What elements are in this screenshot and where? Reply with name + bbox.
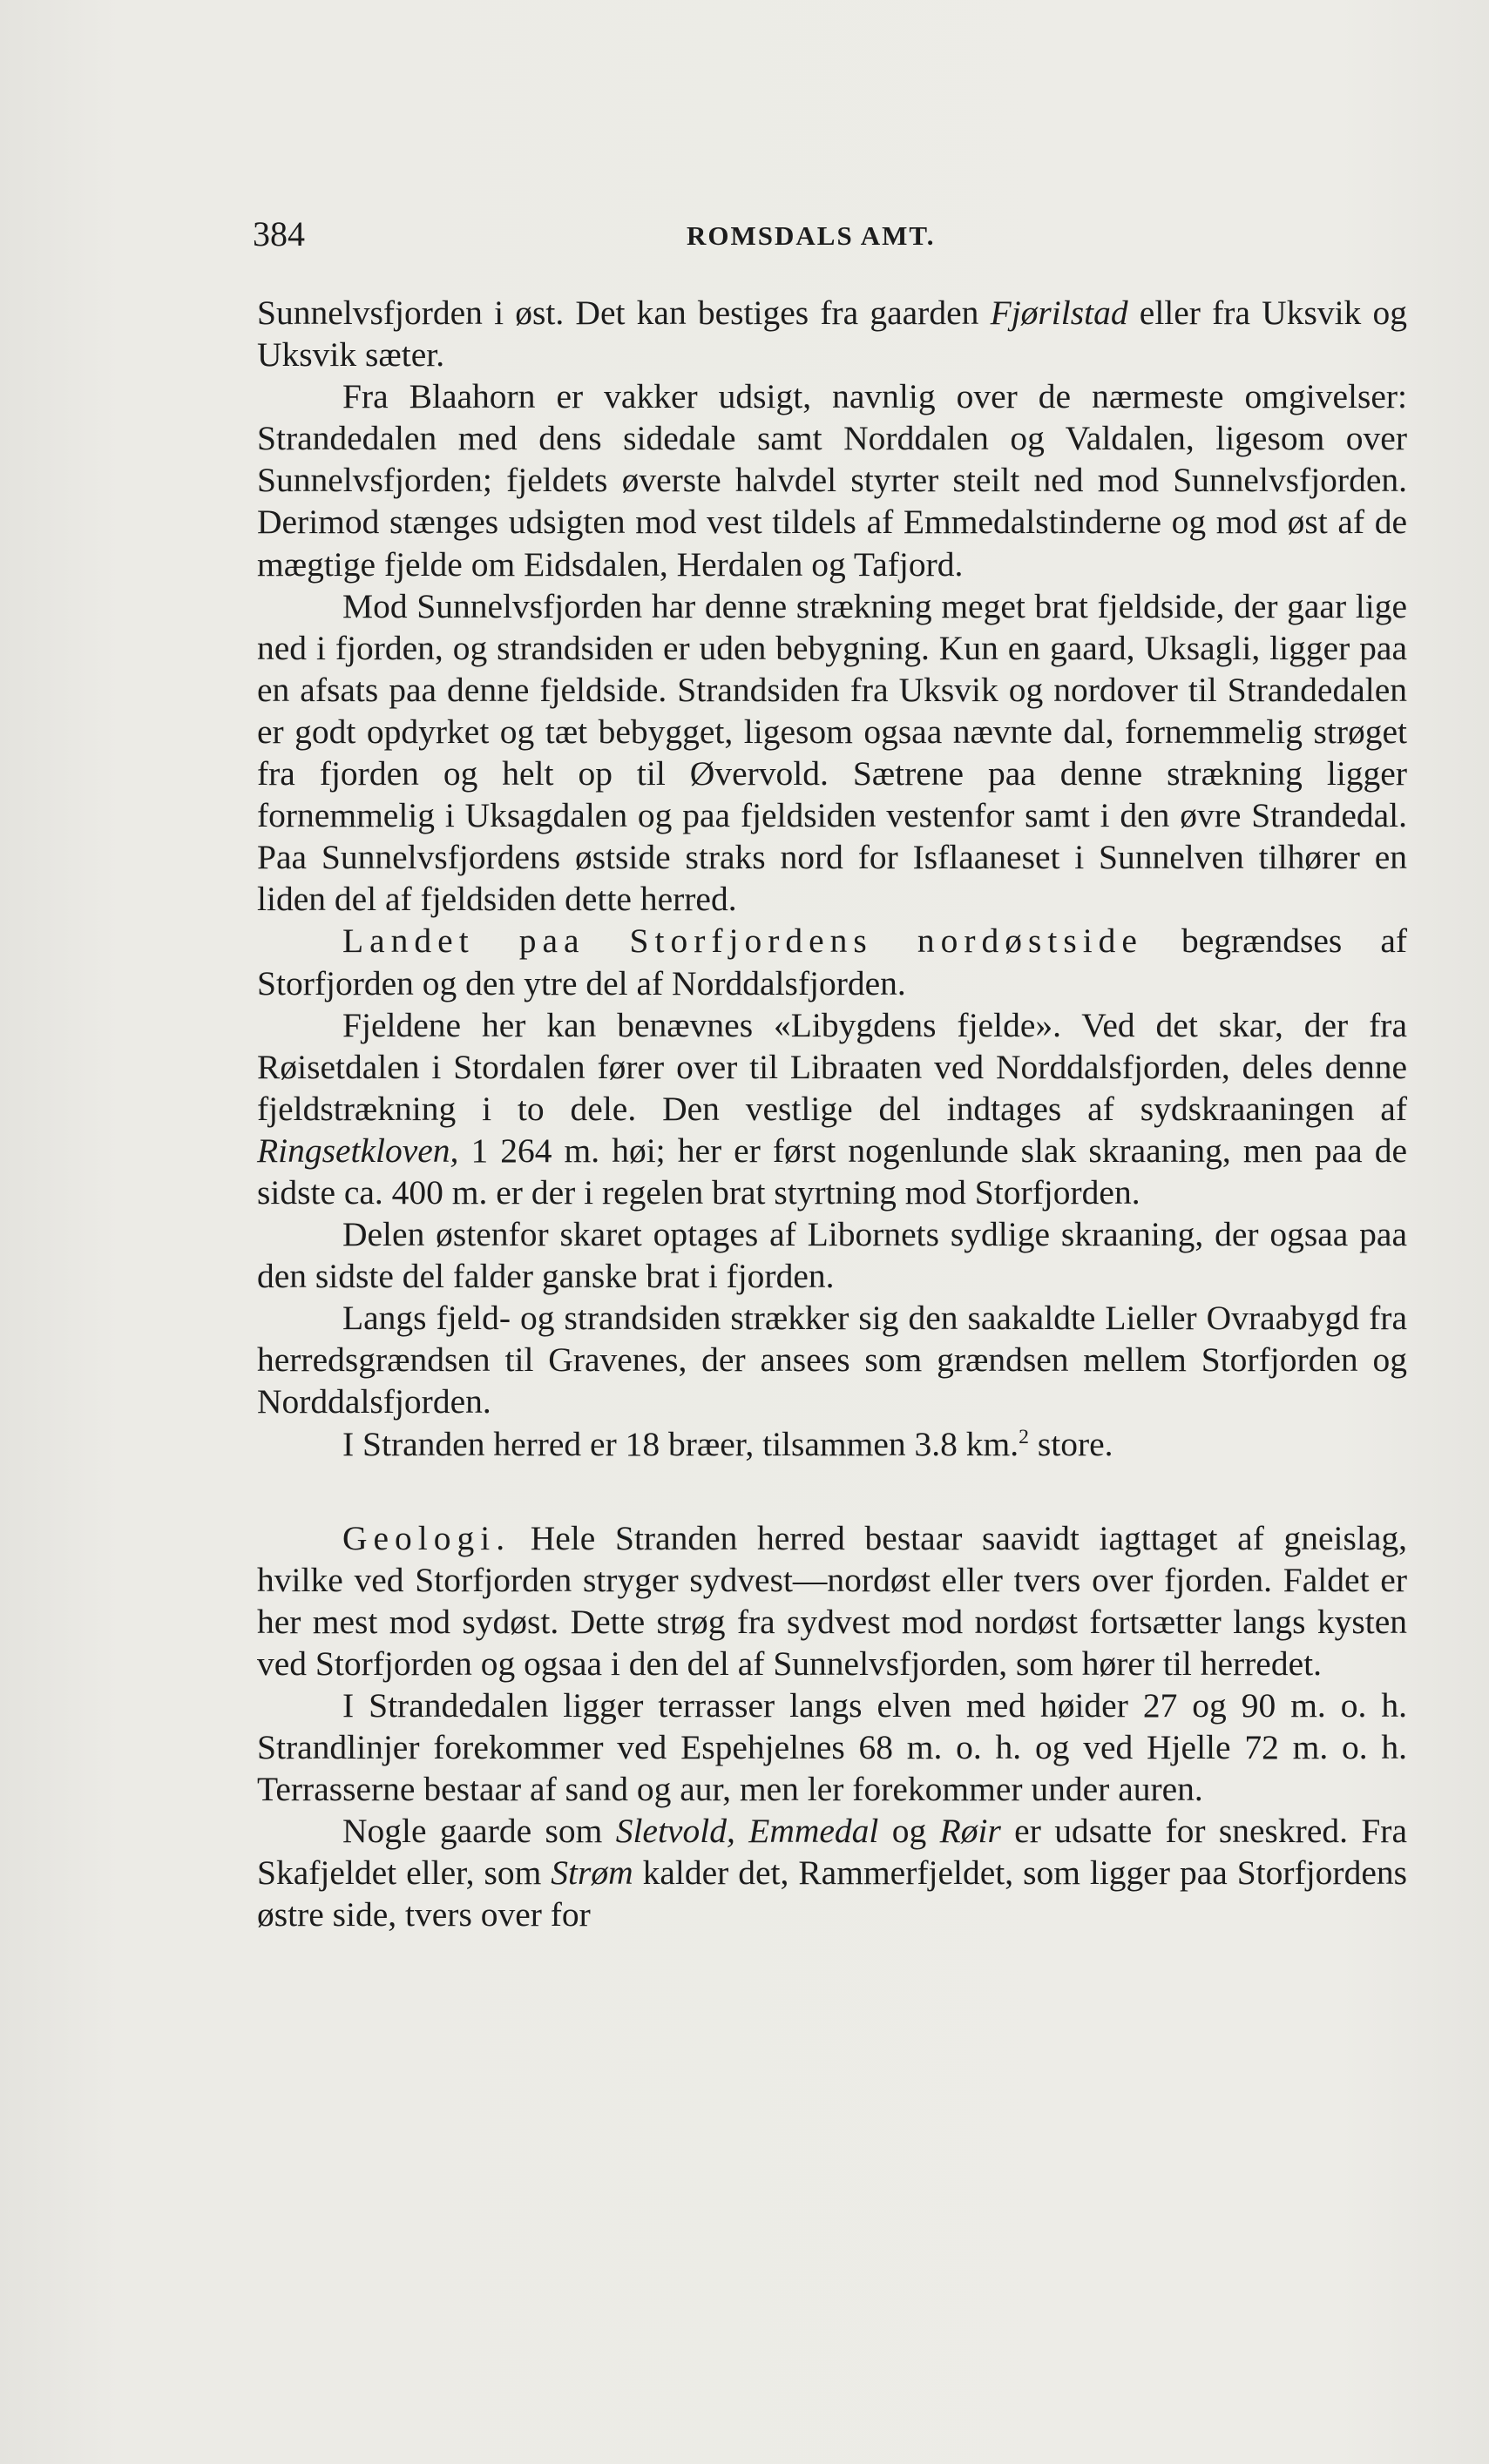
paragraph-7: Langs fjeld- og strandsiden strækker sig den saakaldte Lieller Ovraabygd fra herredsgrændsen til Gravenes, der ansees som grændsen mellem Storfjorden og Norddalsfjorden. [257,1299,1407,1421]
section-heading-geologi: Geologi. [342,1518,511,1557]
paragraph-1 [257,292,1407,375]
paragraph-3: Mod Sunnelvsfjorden har denne strækning meget brat fjeldside, der gaar lige ned i fjorden, og strandsiden er uden bebygning. Kun en gaard, Uksagli, ligger paa en afsats paa denne fjeldside. Strandsiden fra Uksvik og nordover til Strandedalen er godt opdyrket og tæt bebygget, ligesom ogsaa nævnte dal, fornemmelig strøget fra fjorden og helt op til Øvervold. Sætrene paa denne strækning ligger fornemmelig i Uksagdalen og paa fjeldsiden vestenfor samt i den øvre Strandedal. Paa Sunnelvsfjordens østside straks nord for Isflaaneset i Sunnelven tilhører en liden del af fjeldsiden dette herred. [257,586,1407,919]
running-head: ROMSDALS AMT. [687,220,936,251]
body-text [257,292,1407,1936]
text-run: I Stranden herred er 18 bræer, tilsammen 3.8 km. [342,1424,1019,1463]
paragraph-geologi [257,1517,1407,1684]
text-run [735,1812,748,1850]
text-run: er udsatte for sneskred. Fra Skafjeldet eller, som [257,1812,1407,1893]
text-run: Nogle gaarde som [342,1812,616,1851]
page-number: 384 [253,214,305,253]
paragraph-2: Fra Blaahorn er vakker udsigt, navnlig over de nærmeste omgivelser: Strandedalen med dens sidedale samt Norddalen og Valdalen, ligesom over Sunnelvsfjorden; fjeldets øverste halvdel styrter steilt ned mod Sunnelvsfjorden. Derimod stænges udsigten mod vest tildels af Emmedalstinderne og mod øst af de mægtige fjelde om Eidsdalen, Herdalen og Tafjord. [257,377,1407,584]
text-run: begrændses af Storfjorden og den ytre del af Norddalsfjorden. [257,921,1408,1002]
text-run: og [878,1812,940,1851]
page-header [253,213,1411,266]
text-run: Hele Stranden herred bestaar saavidt iagttaget af gneislag, hvilke ved Storfjorden stryger sydvest—nordøst eller tvers over fjorden. Faldet er her mest mod sydøst. Dette strøg fra sydvest mod nordøst fortsætter langs kysten ved Storfjorden og ogsaa i den del af Sunnelvsfjorden, som hører til herredet. [257,1518,1407,1683]
italic-place-name: Sletvold, [615,1812,735,1851]
paragraph-11 [257,1810,1407,1935]
italic-place-name: Fjørilstad [990,294,1128,332]
italic-place-name: Emmedal [748,1812,879,1851]
italic-place-name: Røir [939,1812,1001,1851]
superscript: 2 [1019,1425,1029,1448]
paragraph-4 [257,920,1407,1003]
paragraph-8 [257,1423,1407,1465]
text-run: 1 264 m. høi; her er først nogenlunde slak skraaning, men paa de sidste ca. 400 m. er der i regelen brat styrtning mod Storfjorden. [257,1131,1407,1212]
text-run: Sunnelvsfjorden i øst. Det kan bestiges fra gaarden [257,294,991,332]
spaced-heading: Landet paa Storfjordens nordøstside [342,921,1143,961]
text-run: Fjeldene her kan benævnes «Libygdens fjelde». Ved det skar, der fra Røisetdalen i Stordalen fører over til Libraaten ved Norddalsfjorden, deles denne fjeldstrækning i to dele. Den vestlige del indtages af sydskraaningen af [257,1005,1407,1128]
paragraph-5 [257,1004,1407,1213]
text-run: kalder det, Rammerfjeldet, som ligger paa Storfjordens østre side, tvers over for [257,1853,1407,1934]
text-run: store. [1028,1424,1113,1463]
text-run: eller fra Uksvik og Uksvik sæter. [257,294,1407,375]
italic-author-name: Strøm [551,1853,633,1893]
paragraph-10: I Strandedalen ligger terrasser langs elven med høider 27 og 90 m. o. h. Strandlinjer forekommer ved Espehjelnes 68 m. o. h. og ved Hjelle 72 m. o. h. Terrasserne bestaar af sand og aur, men ler forekommer under auren. [257,1686,1407,1809]
italic-place-name: Ringsetkloven, [257,1131,459,1170]
paragraph-6: Delen østenfor skaret optages af Libornets sydlige skraaning, der ogsaa paa den sidste del falder ganske brat i fjorden. [257,1215,1407,1296]
